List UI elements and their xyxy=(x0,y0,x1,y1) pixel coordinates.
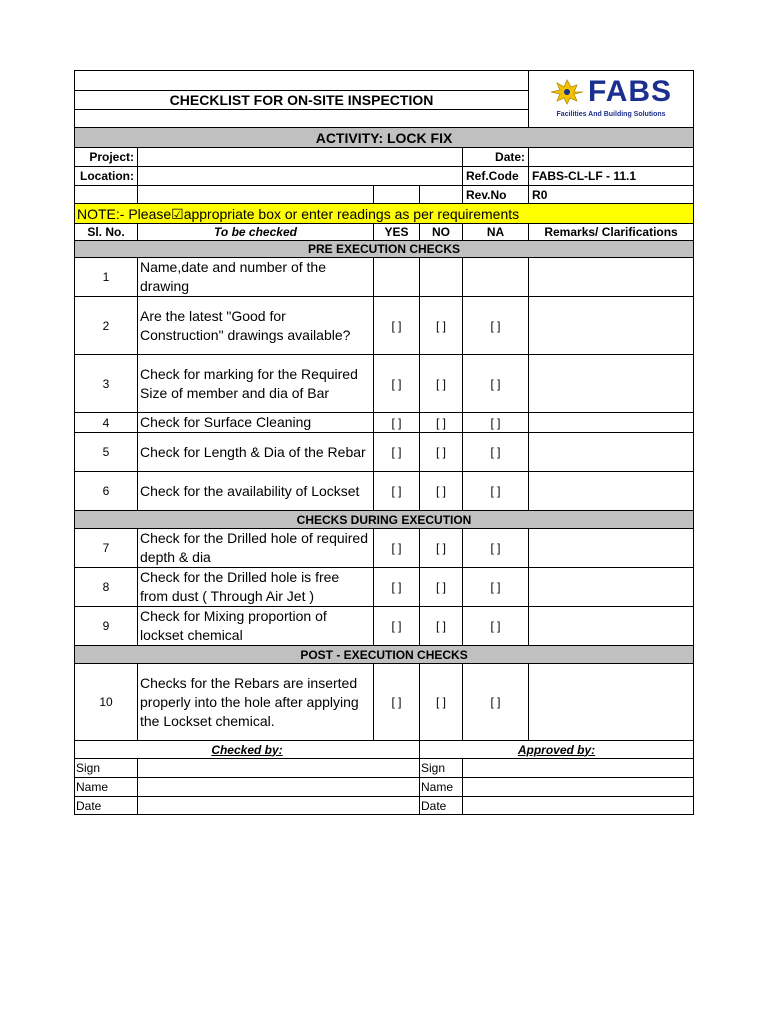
col-header-no: NO xyxy=(420,224,463,241)
logo-wordmark: FABS xyxy=(588,74,673,108)
col-header-na: NA xyxy=(463,224,529,241)
revno-label: Rev.No xyxy=(463,186,529,204)
remarks-cell[interactable] xyxy=(529,529,694,568)
no-checkbox[interactable]: [ ] xyxy=(420,472,463,511)
date-label: Date xyxy=(420,797,463,815)
remarks-cell[interactable] xyxy=(529,472,694,511)
na-checkbox[interactable]: [ ] xyxy=(463,664,529,741)
approved-name-field[interactable] xyxy=(463,778,694,797)
date-label: Date xyxy=(75,797,138,815)
col-header-sl-no: Sl. No. xyxy=(75,224,138,241)
na-checkbox[interactable]: [ ] xyxy=(463,472,529,511)
no-checkbox[interactable]: [ ] xyxy=(420,568,463,607)
yes-checkbox[interactable]: [ ] xyxy=(374,607,420,646)
no-checkbox[interactable]: [ ] xyxy=(420,297,463,355)
na-checkbox[interactable]: [ ] xyxy=(463,297,529,355)
header-blank-top xyxy=(75,71,529,91)
date-label: Date: xyxy=(463,148,529,167)
yes-checkbox[interactable]: [ ] xyxy=(374,472,420,511)
note-text-after: appropriate box or enter readings as per requirements xyxy=(183,205,520,222)
na-checkbox[interactable]: [ ] xyxy=(463,433,529,472)
activity-title: ACTIVITY: LOCK FIX xyxy=(75,128,694,148)
check-item-text: Checks for the Rebars are inserted properly into the hole after applying the Lockset chemical. xyxy=(138,664,374,741)
sign-label: Sign xyxy=(420,759,463,778)
yes-cell[interactable] xyxy=(374,258,420,297)
check-item-text: Check for Surface Cleaning xyxy=(138,413,374,433)
yes-checkbox[interactable]: [ ] xyxy=(374,529,420,568)
na-checkbox[interactable]: [ ] xyxy=(463,607,529,646)
checked-by-heading: Checked by: xyxy=(75,741,420,759)
row-number: 6 xyxy=(75,472,138,511)
row-number: 5 xyxy=(75,433,138,472)
remarks-cell[interactable] xyxy=(529,258,694,297)
na-cell[interactable] xyxy=(463,258,529,297)
no-checkbox[interactable]: [ ] xyxy=(420,664,463,741)
check-item-text: Are the latest "Good for Construction" drawings available? xyxy=(138,297,374,355)
note-text-before: NOTE:- Please xyxy=(77,205,172,222)
date-field[interactable] xyxy=(529,148,694,167)
row-number: 3 xyxy=(75,355,138,413)
remarks-cell[interactable] xyxy=(529,355,694,413)
project-label: Project: xyxy=(75,148,138,167)
yes-checkbox[interactable]: [ ] xyxy=(374,413,420,433)
no-checkbox[interactable]: [ ] xyxy=(420,529,463,568)
col-header-to-be-checked: To be checked xyxy=(138,224,374,241)
blank-cell xyxy=(138,186,374,204)
check-item-text: Name,date and number of the drawing xyxy=(138,258,374,297)
revno-value: R0 xyxy=(529,186,694,204)
name-label: Name xyxy=(420,778,463,797)
no-checkbox[interactable]: [ ] xyxy=(420,433,463,472)
fabs-logo xyxy=(529,71,693,127)
check-item-text: Check for Mixing proportion of lockset chemical xyxy=(138,607,374,646)
approved-by-heading: Approved by: xyxy=(420,741,694,759)
check-item-text: Check for the availability of Lockset xyxy=(138,472,374,511)
row-number: 2 xyxy=(75,297,138,355)
no-checkbox[interactable]: [ ] xyxy=(420,413,463,433)
row-number: 1 xyxy=(75,258,138,297)
na-checkbox[interactable]: [ ] xyxy=(463,413,529,433)
col-header-yes: YES xyxy=(374,224,420,241)
logo-cell xyxy=(529,71,694,128)
refcode-value: FABS-CL-LF - 11.1 xyxy=(529,167,694,186)
checked-sign-field[interactable] xyxy=(138,759,420,778)
row-number: 8 xyxy=(75,568,138,607)
checkbox-icon: ☑ xyxy=(171,205,184,222)
header-blank-bottom xyxy=(75,110,529,128)
col-header-remarks: Remarks/ Clarifications xyxy=(529,224,694,241)
no-checkbox[interactable]: [ ] xyxy=(420,607,463,646)
row-number: 9 xyxy=(75,607,138,646)
name-label: Name xyxy=(75,778,138,797)
na-checkbox[interactable]: [ ] xyxy=(463,529,529,568)
project-field[interactable] xyxy=(138,148,463,167)
blank-cell xyxy=(374,186,420,204)
inspection-checklist-table xyxy=(74,70,694,815)
yes-checkbox[interactable]: [ ] xyxy=(374,664,420,741)
remarks-cell[interactable] xyxy=(529,568,694,607)
na-checkbox[interactable]: [ ] xyxy=(463,355,529,413)
page-title: CHECKLIST FOR ON-SITE INSPECTION xyxy=(75,91,529,110)
na-checkbox[interactable]: [ ] xyxy=(463,568,529,607)
section-header-during-execution: CHECKS DURING EXECUTION xyxy=(75,511,694,529)
check-item-text: Check for the Drilled hole of required depth & dia xyxy=(138,529,374,568)
section-header-pre-execution: PRE EXECUTION CHECKS xyxy=(75,241,694,258)
check-item-text: Check for the Drilled hole is free from dust ( Through Air Jet ) xyxy=(138,568,374,607)
no-cell[interactable] xyxy=(420,258,463,297)
section-header-post-execution: POST - EXECUTION CHECKS xyxy=(75,646,694,664)
blank-cell xyxy=(75,186,138,204)
checked-date-field[interactable] xyxy=(138,797,420,815)
remarks-cell[interactable] xyxy=(529,297,694,355)
instruction-note xyxy=(75,204,694,224)
location-field[interactable] xyxy=(138,167,463,186)
yes-checkbox[interactable]: [ ] xyxy=(374,355,420,413)
blank-cell xyxy=(420,186,463,204)
approved-sign-field[interactable] xyxy=(463,759,694,778)
remarks-cell[interactable] xyxy=(529,433,694,472)
remarks-cell[interactable] xyxy=(529,607,694,646)
remarks-cell[interactable] xyxy=(529,413,694,433)
refcode-label: Ref.Code xyxy=(463,167,529,186)
approved-date-field[interactable] xyxy=(463,797,694,815)
check-item-text: Check for Length & Dia of the Rebar xyxy=(138,433,374,472)
yes-checkbox[interactable]: [ ] xyxy=(374,568,420,607)
location-label: Location: xyxy=(75,167,138,186)
remarks-cell[interactable] xyxy=(529,664,694,741)
yes-checkbox[interactable]: [ ] xyxy=(374,297,420,355)
sign-label: Sign xyxy=(75,759,138,778)
logo-tagline: Facilities And Building Solutions xyxy=(556,110,666,118)
row-number: 4 xyxy=(75,413,138,433)
checked-name-field[interactable] xyxy=(138,778,420,797)
check-item-text: Check for marking for the Required Size of member and dia of Bar xyxy=(138,355,374,413)
no-checkbox[interactable]: [ ] xyxy=(420,355,463,413)
row-number: 7 xyxy=(75,529,138,568)
row-number: 10 xyxy=(75,664,138,741)
yes-checkbox[interactable]: [ ] xyxy=(374,433,420,472)
fabs-cross-icon xyxy=(550,79,584,105)
